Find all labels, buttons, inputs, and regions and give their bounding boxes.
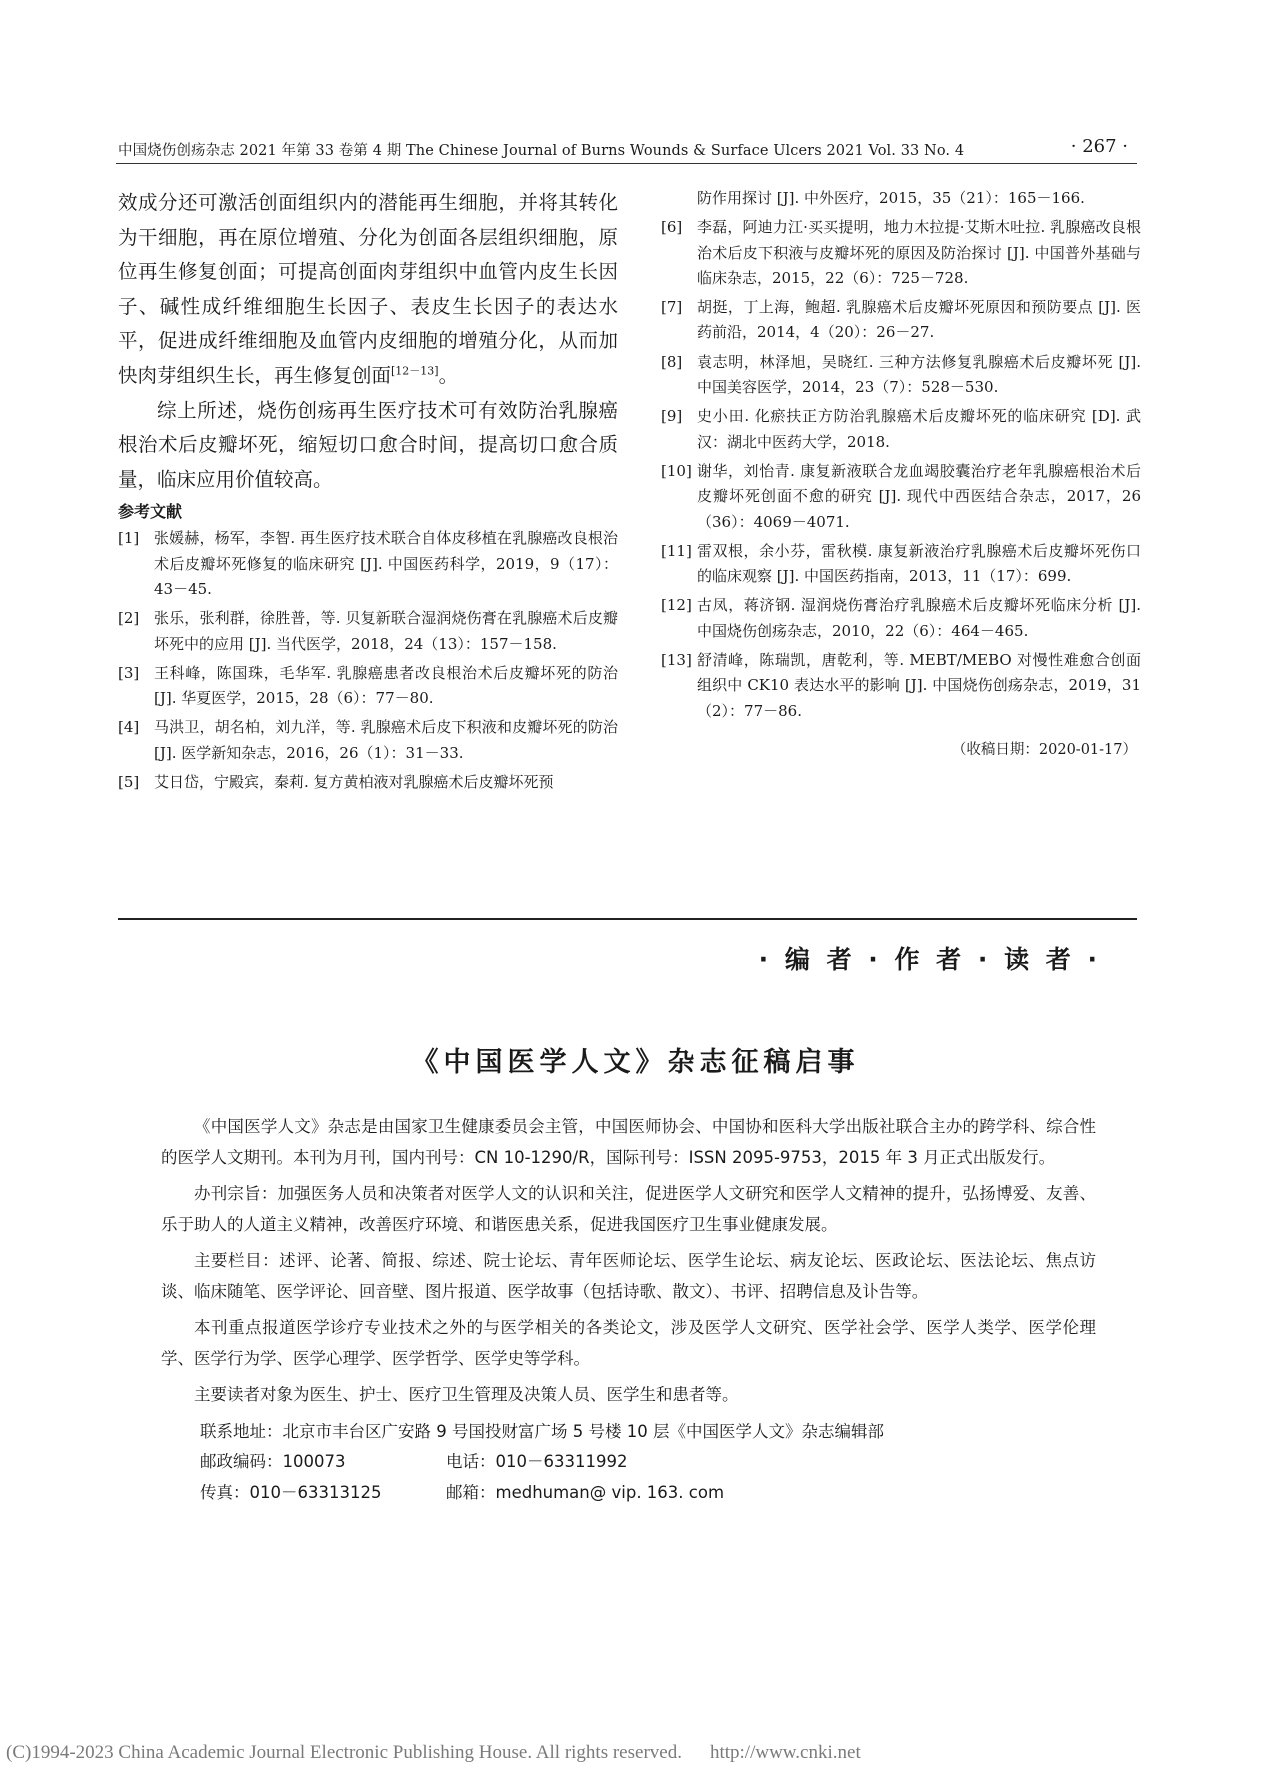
references-heading: 参考文献	[118, 502, 183, 522]
reference-text: 马洪卫，胡名柏，刘九洋，等. 乳腺癌术后皮下积液和皮瓣坏死的防治 [J]. 医学新知杂志，2016，26（1）：31－33.	[154, 718, 618, 762]
reference-number: [1]	[118, 529, 140, 548]
notice-paragraph-intro: 《中国医学人文》杂志是由国家卫生健康委员会主管，中国医师协会、中国协和医科大学出版社联合主办的跨学科、综合性的医学人文期刊。本刊为月刊，国内刊号：CN 10-1290/R，国际刊号：ISSN 2095-9753，2015 年 3 月正式出版发行。	[161, 1117, 1096, 1167]
reference-number: [9]	[661, 407, 683, 426]
reference-item	[661, 648, 1141, 724]
reference-text: 张媛赫，杨军，李智. 再生医疗技术联合自体皮移植在乳腺癌改良根治术后皮瓣坏死修复的临床研究 [J]. 中国医药科学，2019，9（17）：43－45.	[154, 529, 618, 598]
reference-item	[661, 350, 1141, 401]
reference-number: [2]	[118, 609, 140, 628]
notice-paragraph-readers: 主要读者对象为医生、护士、医疗卫生管理及决策人员、医学生和患者等。	[194, 1385, 739, 1404]
running-header: 中国烧伤创疡杂志 2021 年第 33 卷第 4 期 The Chinese Journal of Burns Wounds & Surface Ulcers 2021 Vol. 33 No. 4	[118, 143, 965, 159]
reference-text: 雷双根，余小芬，雷秋模. 康复新液治疗乳腺癌术后皮瓣坏死伤口的临床观察 [J]. 中国医药指南，2013，11（17）：699.	[697, 541, 1141, 586]
citation-superscript: [12－13]	[391, 364, 439, 378]
reference-text: 舒清峰，陈瑞凯，唐乾利，等. MEBT/MEBO 对慢性难愈合创面组织中 CK10 表达水平的影响 [J]. 中国烧伤创疡杂志，2019，31（2）：77－86.	[697, 651, 1141, 720]
reference-text: 李磊，阿迪力江·买买提明，地力木拉提·艾斯木吐拉. 乳腺癌改良根治术后皮下积液与皮瓣坏死的原因及防治探讨 [J]. 中国普外基础与临床杂志，2015，22（6）：725－728.	[697, 218, 1141, 287]
reference-item	[661, 404, 1141, 455]
reference-text: 胡挺，丁上海，鲍超. 乳腺癌术后皮瓣坏死原因和预防要点 [J]. 医药前沿，2014，4（20）：26－27.	[697, 298, 1141, 342]
contact-address: 联系地址：北京市丰台区广安路 9 号国投财富广场 5 号楼 10 层《中国医学人文》杂志编辑部	[200, 1421, 884, 1441]
contact-row-2	[161, 1478, 1096, 1509]
section-label: · 编 者 · 作 者 · 读 者 ·	[758, 945, 1101, 974]
footer	[6, 1742, 861, 1764]
reference-item	[118, 715, 618, 766]
contact-email: 邮箱：medhuman@ vip. 163. com	[446, 1482, 725, 1502]
footer-url-link[interactable]: http://www.cnki.net	[709, 1742, 861, 1763]
section-divider	[118, 918, 1137, 920]
contact-row-1	[161, 1447, 1096, 1478]
reference-item	[118, 770, 618, 795]
notice-paragraph-aims: 办刊宗旨：加强医务人员和决策者对医学人文的认识和关注，促进医学人文研究和医学人文精神的提升，弘扬博爱、友善、乐于助人的人道主义精神，改善医疗环境、和谐医患关系，促进我国医疗卫生事业健康发展。	[161, 1184, 1096, 1234]
contact-postcode: 邮政编码：100073	[200, 1452, 346, 1471]
reference-text: 谢华，刘怡青. 康复新液联合龙血竭胶囊治疗老年乳腺癌根治术后皮瓣坏死创面不愈的研究 [J]. 现代中西医结合杂志，2017，26（36）：4069－4071.	[697, 461, 1141, 531]
right-column	[661, 186, 1141, 759]
reference-number: [3]	[118, 663, 140, 682]
reference-text: 史小田. 化瘀扶正方防治乳腺癌术后皮瓣坏死的临床研究 [D]. 武汉：湖北中医药大学，2018.	[697, 407, 1141, 451]
reference-text: 王科峰，陈国珠，毛华军. 乳腺癌患者改良根治术后皮瓣坏死的防治 [J]. 华夏医学，2015，28（6）：77－80.	[154, 663, 618, 708]
reference-item	[661, 459, 1141, 535]
reference-number: [8]	[661, 352, 683, 371]
reference-item	[118, 661, 618, 712]
page-number: · 267 ·	[1070, 136, 1128, 157]
reference-item	[661, 593, 1141, 644]
references-list-left	[118, 526, 618, 795]
reference-item	[118, 526, 618, 602]
notice-title: 《中国医学人文》杂志征稿启事	[411, 1047, 860, 1078]
footer-copyright: (C)1994-2023 China Academic Journal Electronic Publishing House. All rights reserved.	[6, 1742, 682, 1763]
reference-number: [13]	[661, 651, 692, 670]
reference-text: 古凤，蒋济钢. 湿润烧伤膏治疗乳腺癌术后皮瓣坏死临床分析 [J]. 中国烧伤创疡杂志，2010，22（6）：464－465.	[697, 596, 1141, 640]
reference-number: [5]	[118, 773, 140, 792]
reference-item	[661, 539, 1141, 590]
reference-number: [4]	[118, 718, 140, 737]
reference-text: 艾日岱，宁殿宾，秦莉. 复方黄柏液对乳腺癌术后皮瓣坏死预	[154, 773, 554, 792]
reference-continuation: 防作用探讨 [J]. 中外医疗，2015，35（21）：165－166.	[697, 189, 1085, 207]
notice-paragraph-columns: 主要栏目：述评、论著、简报、综述、院士论坛、青年医师论坛、医学生论坛、病友论坛、医政论坛、医法论坛、焦点访谈、临床随笔、医学评论、回音壁、图片报道、医学故事（包括诗歌、散文）、书评、招聘信息及讣告等。	[161, 1251, 1096, 1301]
reference-number: [6]	[661, 218, 683, 237]
left-column	[118, 186, 618, 799]
references-list-right	[661, 215, 1141, 724]
reference-text: 袁志明，林泽旭，吴晓红. 三种方法修复乳腺癌术后皮瓣坏死 [J]. 中国美容医学，2014，23（7）：528－530.	[697, 352, 1141, 397]
contact-phone: 电话：010－63311992	[446, 1452, 628, 1471]
contact-fax: 传真：010－63313125	[200, 1482, 382, 1502]
reference-item	[118, 606, 618, 657]
body-paragraph-1: 效成分还可激活创面组织内的潜能再生细胞，并将其转化为干细胞，再在原位增殖、分化为创面各层组织细胞，原位再生修复创面；可提高创面肉芽组织中血管内皮生长因子、碱性成纤维细胞生长因子、表皮生长因子的表达水平，促进成纤维细胞及血管内皮细胞的增殖分化，从而加快肉芽组织生长，再生修复创面[12－13]。	[118, 191, 618, 387]
received-date: （收稿日期：2020-01-17）	[951, 741, 1137, 758]
notice-body	[161, 1112, 1096, 1508]
body-paragraph-2: 综上所述，烧伤创疡再生医疗技术可有效防治乳腺癌根治术后皮瓣坏死，缩短切口愈合时间，提高切口愈合质量，临床应用价值较高。	[118, 398, 618, 491]
reference-item	[661, 215, 1141, 291]
reference-number: [12]	[661, 596, 692, 615]
reference-number: [10]	[661, 461, 692, 480]
reference-number: [11]	[661, 541, 692, 560]
reference-text: 张乐，张利群，徐胜普，等. 贝复新联合湿润烧伤膏在乳腺癌术后皮瓣坏死中的应用 [J]. 当代医学，2018，24（13）：157－158.	[154, 609, 618, 653]
notice-paragraph-scope: 本刊重点报道医学诊疗专业技术之外的与医学相关的各类论文，涉及医学人文研究、医学社会学、医学人类学、医学伦理学、医学行为学、医学心理学、医学哲学、医学史等学科。	[161, 1318, 1096, 1368]
reference-item	[661, 295, 1141, 346]
header-rule	[116, 163, 1137, 164]
reference-number: [7]	[661, 298, 683, 317]
